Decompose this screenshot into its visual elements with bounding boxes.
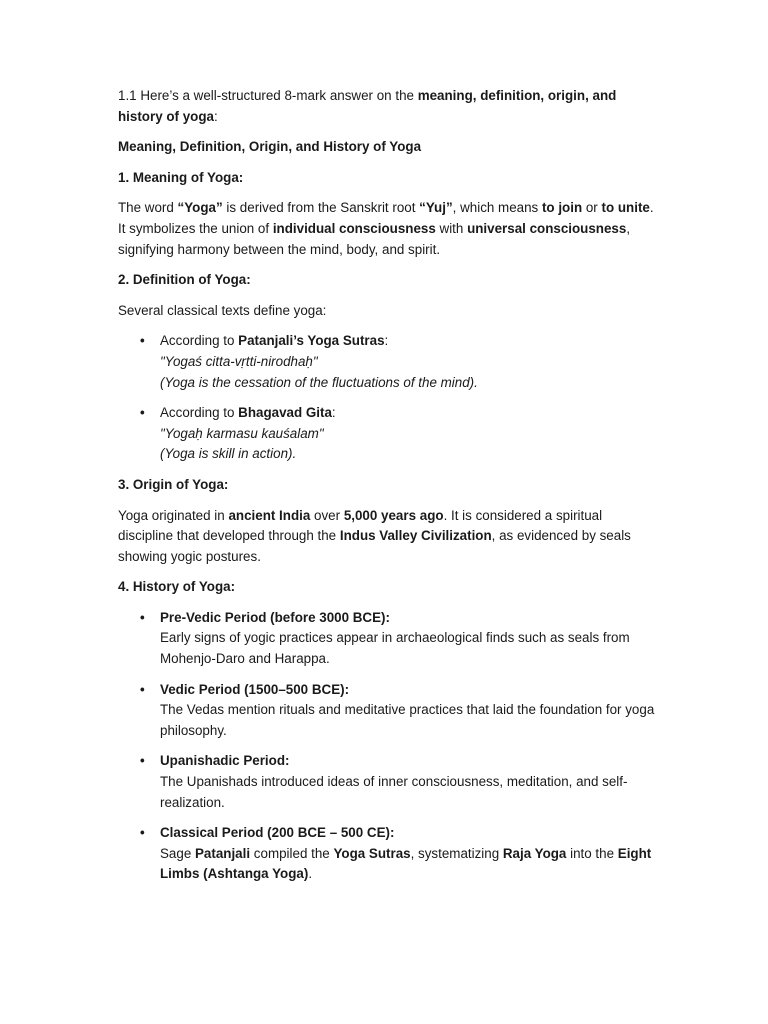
list-item [118,823,658,885]
intro-colon: : [213,108,218,124]
section-3-heading: 3. Origin of Yoga: [118,476,229,492]
section-3-paragraph: Yoga originated in ancient India over 5,000 years ago. It is considered a spiritual discipline that developed through the Indus Valley Civilization, as evidenced by seals showing yogic postures. [118,507,631,564]
list-item [118,608,658,670]
period-title: • Classical Period (200 BCE – 500 CE): [160,825,395,841]
period-description: Sage Patanjali compiled the Yoga Sutras, systematizing Raja Yoga into the Eight Limbs (Ashtanga Yoga). [160,845,652,882]
list-item [118,680,658,742]
quote-meaning: (Yoga is the cessation of the fluctuations of the mind). [160,374,478,390]
period-title: • Pre-Vedic Period (before 3000 BCE): [160,609,390,625]
list-item [118,751,658,813]
list-item: • According to Bhagavad Gita: "Yogaḥ karmasu kauśalam" (Yoga is skill in action). [118,403,658,465]
main-title: Meaning, Definition, Origin, and History of Yoga [118,139,422,155]
list-item: • According to Patanjali’s Yoga Sutras: "Yogaś citta-vṛtti-nirodhaḥ" (Yoga is the cessation of the fluctuations of the mind). [118,331,658,393]
section-1-heading: 1. Meaning of Yoga: [118,169,244,185]
period-title: • Vedic Period (1500–500 BCE): [160,681,350,697]
sanskrit-quote: "Yogaḥ karmasu kauśalam" [160,425,324,441]
section-2-intro: Several classical texts define yoga: [118,302,327,318]
section-4-heading: 4. History of Yoga: [118,579,236,595]
sanskrit-quote: "Yogaś citta-vṛtti-nirodhaḥ" [160,353,318,369]
period-description: The Upanishads introduced ideas of inner consciousness, meditation, and self-realization. [160,774,628,810]
period-description: Early signs of yogic practices appear in archaeological finds such as seals from Mohenjo-Daro and Harappa. [160,630,630,667]
period-title: • Upanishadic Period: [160,753,290,769]
definition-list [118,331,658,465]
quote-meaning: (Yoga is skill in action). [160,446,297,462]
intro-paragraph [118,86,658,127]
intro-text: 1.1 Here’s a well-structured 8-mark answer on the [118,88,418,103]
intro-bold-text: meaning, definition, origin, and history of yoga [118,88,617,124]
period-description: The Vedas mention rituals and meditative practices that laid the foundation for yoga philosophy. [160,702,655,738]
section-2-heading: 2. Definition of Yoga: [118,272,251,288]
history-list [118,608,658,885]
section-1-paragraph: The word “Yoga” is derived from the Sanskrit root “Yuj”, which means to join or to unite. It symbolizes the union of individual consciousness with universal consciousness, signifying harmony between the mind, body, and spirit. [118,200,654,257]
